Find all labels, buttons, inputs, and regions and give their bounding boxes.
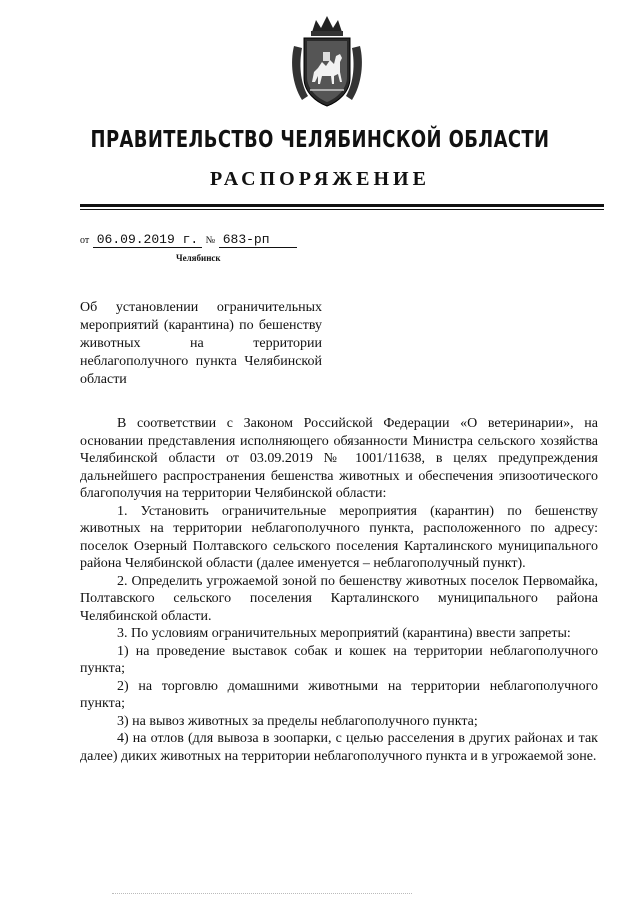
date-prefix: от bbox=[80, 235, 90, 246]
prohibition-4-paragraph: 4) на отлов (для вывоза в зоопарки, с целью расселения в других районах и так далее) диких животных на территории неблагополучного пункта и в угрожаемой зоне. bbox=[80, 731, 598, 764]
prohibition-3-paragraph: 3) на вывоз животных за пределы неблагополучного пункта; bbox=[117, 713, 478, 729]
clause-2-paragraph: 2. Определить угрожаемой зоной по бешенству животных поселок Первомайка, Полтавского сельского поселения Карталинского муниципального района Челябинской области. bbox=[80, 573, 598, 624]
government-title: ПРАВИТЕЛЬСТВО ЧЕЛЯБИНСКОЙ ОБЛАСТИ bbox=[90, 127, 550, 153]
header-thick-rule bbox=[80, 204, 604, 207]
header-thin-rule bbox=[80, 209, 604, 210]
prohibition-2-paragraph: 2) на торговлю домашними животными на территории неблагополучного пункта; bbox=[80, 678, 598, 711]
document-subject: Об установлении ограничительных мероприятий (карантина) по бешенству животных на территории неблагополучного пункта Челябинской области bbox=[80, 300, 322, 387]
document-type-heading: РАСПОРЯЖЕНИЕ bbox=[210, 168, 430, 190]
prohibition-1-paragraph: 1) на проведение выставок собак и кошек на территории неблагополучного пункта; bbox=[80, 643, 598, 676]
clause-1-paragraph: 1. Установить ограничительные мероприятия (карантин) по бешенству животных на территории неблагополучного пункта, расположенного по адресу: поселок Озерный Полтавского сельского поселения Карталинского муниципального района Челябинской области (далее именуется – неблагополучный пункт). bbox=[80, 503, 598, 571]
preamble-paragraph: В соответствии с Законом Российской Федерации «О ветеринарии», на основании представления исполняющего обязанности Министра сельского хозяйства Челябинской области от 03.09.2019 № 1001/11638, в целях предупреждения дальнейшего распространения бешенства животных и обеспечения эпизоотического благополучия на территории Челябинской области: bbox=[80, 416, 598, 501]
city-name: Челябинск bbox=[176, 253, 221, 263]
coat-of-arms-emblem bbox=[290, 12, 364, 108]
document-number: 683-рп bbox=[219, 232, 297, 248]
document-body bbox=[80, 415, 598, 765]
document-date: 06.09.2019 г. bbox=[93, 232, 202, 248]
clause-3-paragraph: 3. По условиям ограничительных мероприятий (карантина) ввести запреты: bbox=[117, 626, 571, 641]
footer-scan-marks bbox=[112, 893, 412, 900]
number-prefix: № bbox=[205, 235, 216, 246]
date-number-line bbox=[80, 232, 297, 248]
